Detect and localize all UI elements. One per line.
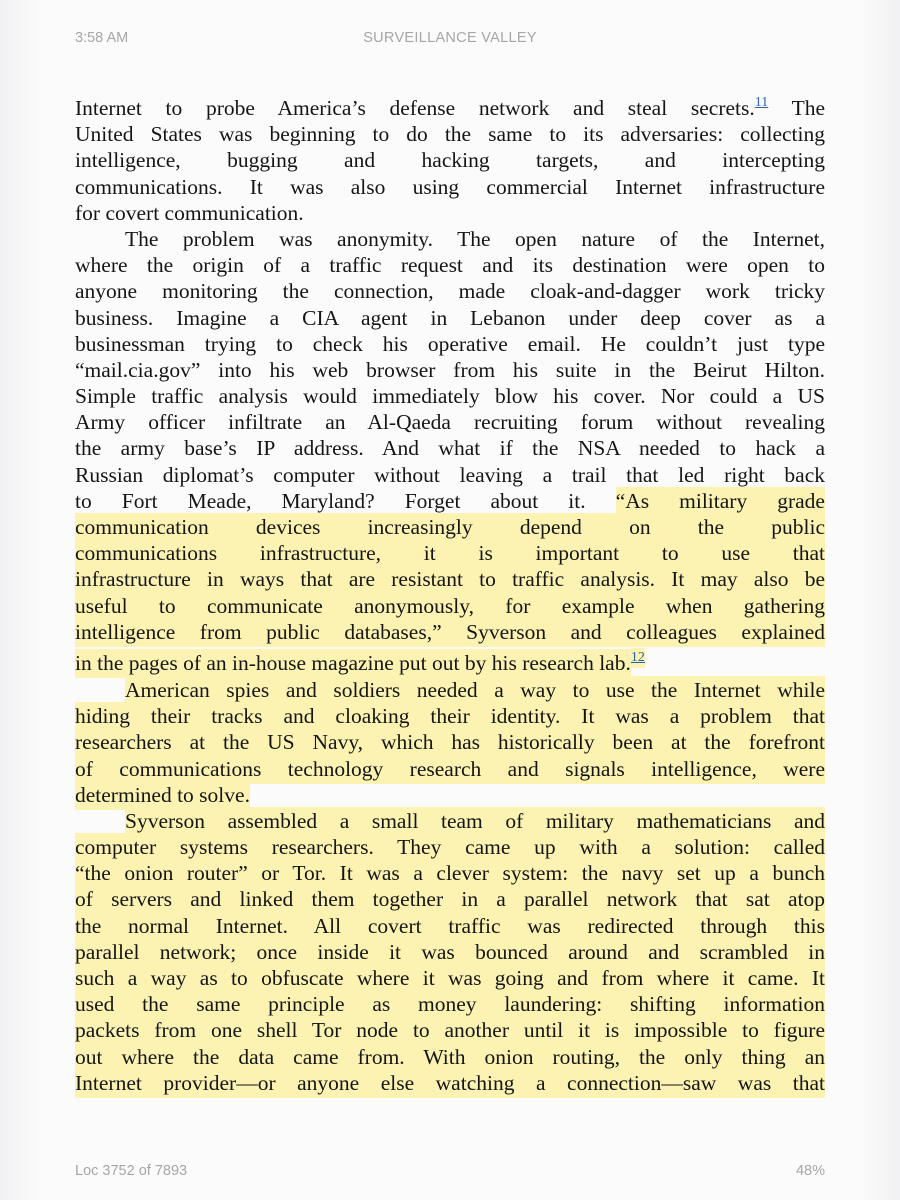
highlighted-text: the normal Internet. All covert traffic was redirected through this	[75, 912, 825, 941]
text-line	[75, 649, 825, 677]
text-line	[75, 540, 825, 566]
highlighted-text: used the same principle as money laundering: shifting information	[75, 990, 825, 1019]
highlighted-text: “As military grade	[616, 487, 825, 516]
clock-time: 3:58 AM	[75, 30, 129, 46]
highlighted-text: American spies and soldiers needed a way to use the Internet while	[125, 676, 825, 705]
highlighted-text: such a way as to obfuscate where it was going and from where it came. It	[75, 964, 825, 993]
text-line	[75, 383, 825, 409]
text-line	[75, 1044, 825, 1070]
text-line	[75, 462, 825, 488]
highlighted-text: of servers and linked them together in a parallel network that sat atop	[75, 885, 825, 914]
text-line	[75, 226, 825, 252]
text-segment: anyone monitoring the connection, made cloak-and-dagger work tricky	[75, 279, 825, 304]
highlighted-text: computer systems researchers. They came up with a solution: called	[75, 833, 825, 862]
text-segment: The	[768, 96, 825, 120]
highlighted-text: hiding their tracks and cloaking their identity. It was a problem that	[75, 702, 825, 731]
text-line	[75, 834, 825, 860]
text-line	[75, 1017, 825, 1043]
highlighted-text: useful to communicate anonymously, for example when gathering	[75, 592, 825, 621]
text-line	[75, 95, 825, 121]
text-line	[75, 566, 825, 592]
highlighted-text: Internet provider—or anyone else watching a connection—saw was that	[75, 1069, 825, 1098]
book-title: SURVEILLANCE VALLEY	[363, 30, 537, 46]
text-line	[75, 409, 825, 435]
text-line	[75, 886, 825, 912]
text-line	[75, 200, 825, 226]
text-line	[75, 965, 825, 991]
text-line	[75, 435, 825, 461]
text-segment: for covert communication.	[75, 200, 304, 225]
highlighted-text: determined to solve.	[75, 781, 250, 810]
page-text[interactable]	[75, 95, 825, 1096]
text-line	[75, 305, 825, 331]
text-segment: where the origin of a traffic request and its destination were open to	[75, 253, 825, 278]
footnote-link[interactable]: 12	[631, 648, 645, 668]
text-line	[75, 677, 825, 703]
text-line	[75, 729, 825, 755]
text-line	[75, 278, 825, 304]
location-indicator[interactable]: Loc 3752 of 7893	[75, 1163, 188, 1179]
highlighted-text: “the onion router” or Tor. It was a clever system: the navy set up a bunch	[75, 859, 825, 888]
text-line	[75, 703, 825, 729]
highlighted-text: infrastructure in ways that are resistant to traffic analysis. It may also be	[75, 565, 825, 594]
text-segment: Internet to probe America’s defense network and steal secrets.	[75, 96, 755, 120]
text-line	[75, 913, 825, 939]
text-segment: United States was beginning to do the same to its adversaries: collecting	[75, 122, 825, 147]
footnote-link[interactable]: 11	[754, 95, 769, 110]
reading-progress: 48%	[795, 1163, 825, 1179]
text-line	[75, 331, 825, 357]
text-line	[75, 1070, 825, 1096]
text-segment: The problem was anonymity. The open nature of the Internet,	[125, 226, 825, 251]
text-line	[75, 121, 825, 147]
text-segment: “mail.cia.gov” into his web browser from his suite in the Beirut Hilton.	[75, 357, 825, 382]
highlighted-text: packets from one shell Tor node to another until it is impossible to figure	[75, 1016, 825, 1045]
highlighted-text: parallel network; once inside it was bounced around and scrambled in	[75, 938, 825, 967]
text-line	[75, 514, 825, 540]
highlighted-text: communications infrastructure, it is important to use that	[75, 539, 825, 568]
text-line	[75, 756, 825, 782]
text-segment: Simple traffic analysis would immediately blow his cover. Nor could a US	[75, 384, 825, 409]
text-segment: to Fort Meade, Maryland? Forget about it.	[75, 488, 616, 513]
highlighted-text: intelligence from public databases,” Syverson and colleagues explained	[75, 618, 825, 647]
text-line	[75, 939, 825, 965]
highlighted-text: out where the data came from. With onion routing, the only thing an	[75, 1043, 825, 1072]
highlighted-text: Syverson assembled a small team of military mathematicians and	[125, 807, 825, 836]
text-line	[75, 619, 825, 645]
text-line	[75, 147, 825, 173]
text-line	[75, 357, 825, 383]
text-line	[75, 991, 825, 1017]
text-line	[75, 808, 825, 834]
highlighted-text: in the pages of an in-house magazine put out by his research lab.	[75, 649, 631, 678]
highlighted-text: communication devices increasingly depend on the public	[75, 513, 825, 542]
text-segment: intelligence, bugging and hacking targets, and intercepting	[75, 148, 825, 173]
text-line	[75, 860, 825, 886]
text-line	[75, 593, 825, 619]
highlighted-text: of communications technology research and signals intelligence, were	[75, 755, 825, 784]
text-line	[75, 252, 825, 278]
text-segment: business. Imagine a CIA agent in Lebanon under deep cover as a	[75, 305, 825, 330]
text-segment: businessman trying to check his operative email. He couldn’t just type	[75, 331, 825, 356]
text-segment: the army base’s IP address. And what if the NSA needed to hack a	[75, 436, 825, 461]
text-line	[75, 488, 825, 514]
highlighted-text: researchers at the US Navy, which has historically been at the forefront	[75, 728, 825, 757]
text-line	[75, 174, 825, 200]
text-segment: communications. It was also using commercial Internet infrastructure	[75, 174, 825, 199]
text-segment: Russian diplomat’s computer without leaving a trail that led right back	[75, 462, 825, 487]
text-segment: Army officer infiltrate an Al-Qaeda recruiting forum without revealing	[75, 410, 825, 435]
text-line	[75, 782, 825, 808]
